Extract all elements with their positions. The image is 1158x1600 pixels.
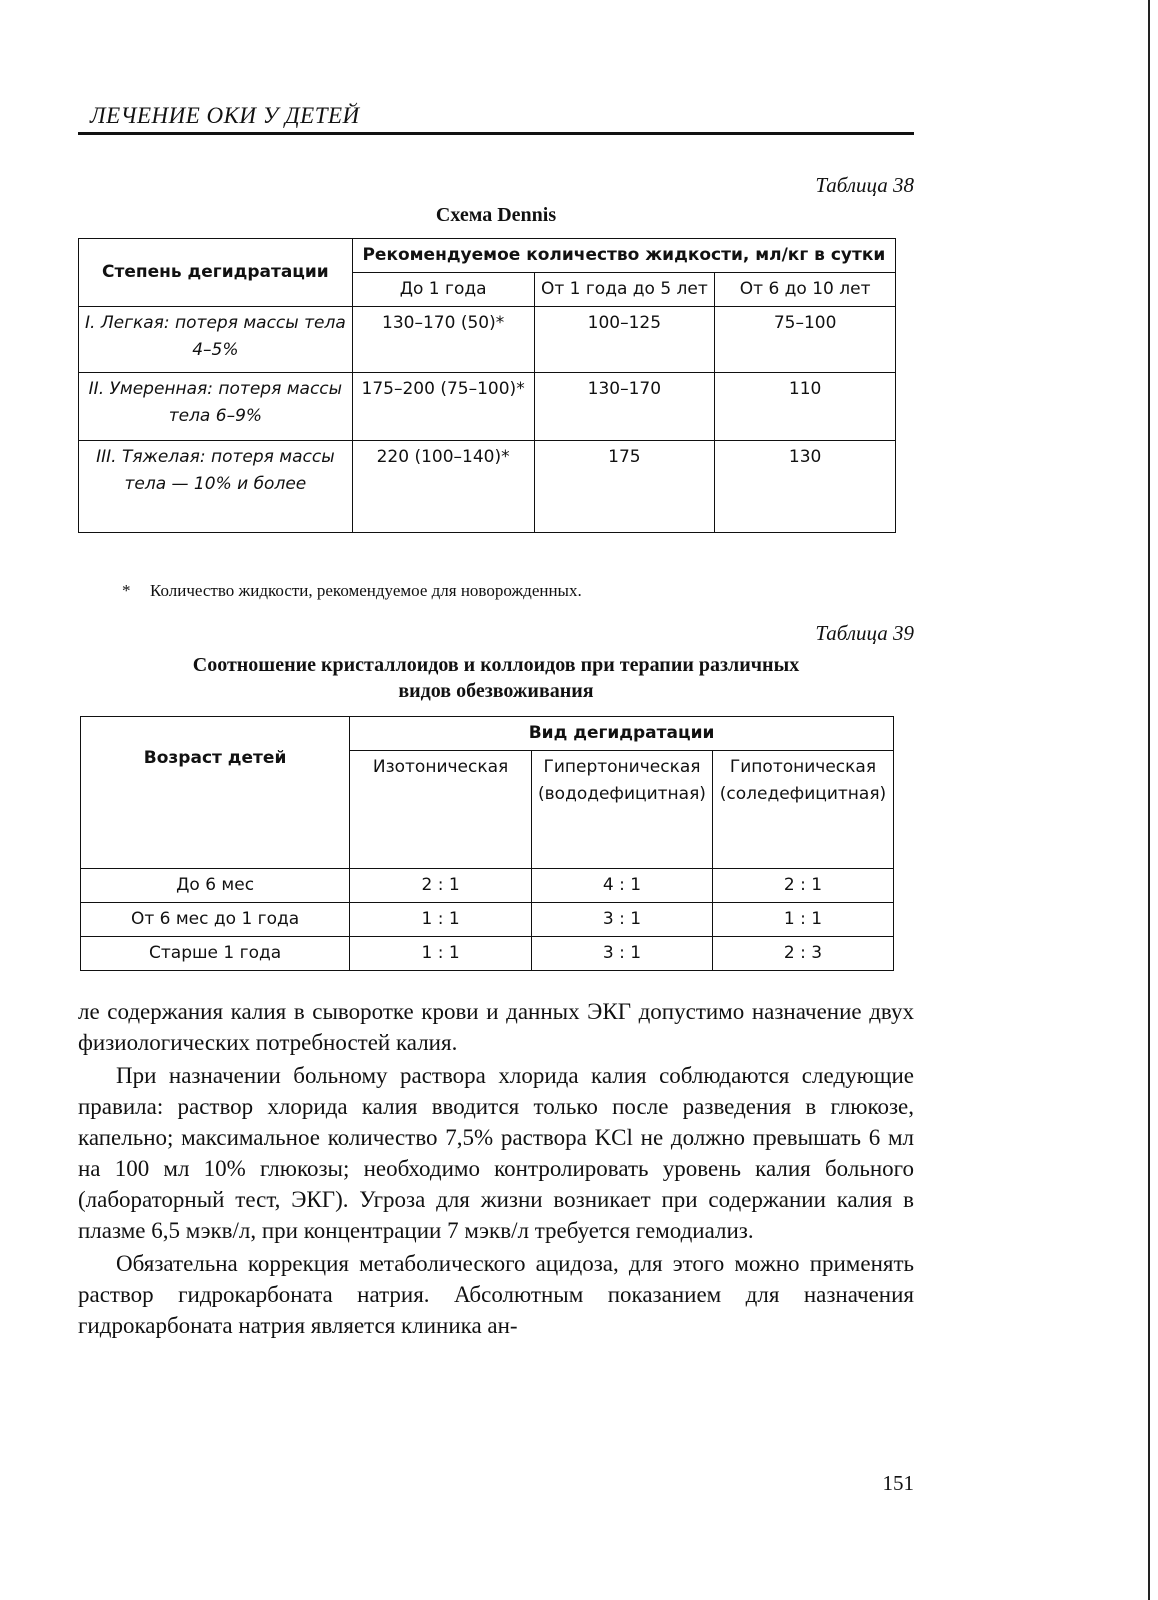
table-39-age-cell: Старше 1 года bbox=[81, 937, 350, 971]
table-38-cell: 130 bbox=[715, 441, 896, 533]
table-row bbox=[81, 937, 894, 971]
table-38-header-row bbox=[79, 239, 896, 273]
table-39-title bbox=[78, 652, 914, 704]
table-38-cell: 130–170 bbox=[534, 373, 715, 441]
table-38 bbox=[78, 238, 896, 533]
table-39-cell: 2 : 1 bbox=[350, 869, 532, 903]
table-38-degree-cell: III. Тяжелая: потеря массы тела — 10% и более bbox=[79, 441, 353, 533]
table-38-cell: 100–125 bbox=[534, 307, 715, 373]
table-38-header-fluid: Рекомендуемое количество жидкости, мл/кг в сутки bbox=[352, 239, 895, 273]
table-38-title: Схема Dennis bbox=[435, 204, 557, 226]
table-39-age-cell: От 6 мес до 1 года bbox=[81, 903, 350, 937]
table-39-cell: 4 : 1 bbox=[531, 869, 712, 903]
body-text bbox=[78, 996, 914, 1341]
page-number: 151 bbox=[882, 1471, 914, 1495]
table-39-cell: 2 : 1 bbox=[712, 869, 893, 903]
table-39-cell: 3 : 1 bbox=[531, 903, 712, 937]
running-header bbox=[78, 102, 914, 135]
table-38-cell: 175–200 (75–100)* bbox=[352, 373, 534, 441]
table-39-title-line2: видов обезвоживания bbox=[398, 680, 594, 702]
table-39-cell: 1 : 1 bbox=[350, 903, 532, 937]
footnote-mark: * bbox=[122, 581, 131, 600]
table-39-header-type: Вид дегидратации bbox=[350, 717, 894, 751]
table-39-age-cell: До 6 мес bbox=[81, 869, 350, 903]
table-row bbox=[79, 441, 896, 533]
table-39-header-col2: Гипертоническая (вододефицитная) bbox=[531, 751, 712, 869]
table-39-cell: 1 : 1 bbox=[712, 903, 893, 937]
paragraph-1: ле содержания калия в сыворотке крови и данных ЭКГ допустимо назначение двух физиологических потребностей калия. bbox=[78, 999, 914, 1055]
table-38-header-degree: Степень дегидратации bbox=[79, 239, 353, 307]
table-38-header-col3: От 6 до 10 лет bbox=[715, 273, 896, 307]
table-39-cell: 3 : 1 bbox=[531, 937, 712, 971]
table-38-footnote bbox=[122, 580, 582, 602]
table-row bbox=[81, 903, 894, 937]
table-39-title-line1: Соотношение кристаллоидов и коллоидов при терапии различных bbox=[192, 654, 800, 676]
table-38-header-col2: От 1 года до 5 лет bbox=[534, 273, 715, 307]
table-38-cell: 110 bbox=[715, 373, 896, 441]
table-39 bbox=[80, 716, 894, 971]
table-39-header-row bbox=[81, 717, 894, 751]
running-header-title: ЛЕЧЕНИЕ ОКИ У ДЕТЕЙ bbox=[90, 103, 360, 128]
table-row bbox=[79, 373, 896, 441]
table-39-number: Таблица 39 bbox=[815, 621, 914, 645]
table-row bbox=[79, 307, 896, 373]
table-39-cell: 1 : 1 bbox=[350, 937, 532, 971]
table-38-cell: 130–170 (50)* bbox=[352, 307, 534, 373]
footnote-text: Количество жидкости, рекомендуемое для новорожденных. bbox=[150, 581, 582, 600]
table-39-header-age: Возраст детей bbox=[81, 717, 350, 869]
table-39-header-col3: Гипотоническая (соледефицитная) bbox=[712, 751, 893, 869]
table-38-header-col1: До 1 года bbox=[352, 273, 534, 307]
table-row bbox=[81, 869, 894, 903]
table-38-cell: 75–100 bbox=[715, 307, 896, 373]
running-header-rule bbox=[78, 132, 914, 135]
paragraph-2: При назначении больному раствора хлорида калия соблюдаются следующие правила: раствор хлорида калия вводится только после разведения в глюкозе, капельно; максимальное количество 7,5% раствора KCl не должно превышать 6 мл на 100 мл 10% глюкозы; необходимо контролировать уровень калия больного (лабораторный тест, ЭКГ). Угроза для жизни возникает при содержании калия в плазме 6,5 мэкв/л, при концентрации 7 мэкв/л требуется гемодиализ. bbox=[78, 1063, 914, 1243]
table-38-number: Таблица 38 bbox=[815, 173, 914, 197]
page-edge-line bbox=[1148, 0, 1150, 1600]
table-38-degree-cell: II. Умеренная: потеря массы тела 6–9% bbox=[79, 373, 353, 441]
table-39-header-col1: Изотоническая bbox=[350, 751, 532, 869]
table-38-cell: 220 (100–140)* bbox=[352, 441, 534, 533]
paragraph-3: Обязательна коррекция метаболического ацидоза, для этого можно применять раствор гидрокарбоната натрия. Абсолютным показанием для назначения гидрокарбоната натрия является клиника ан- bbox=[78, 1251, 914, 1338]
table-38-cell: 175 bbox=[534, 441, 715, 533]
table-39-cell: 2 : 3 bbox=[712, 937, 893, 971]
table-38-degree-cell: I. Легкая: потеря массы тела 4–5% bbox=[79, 307, 353, 373]
